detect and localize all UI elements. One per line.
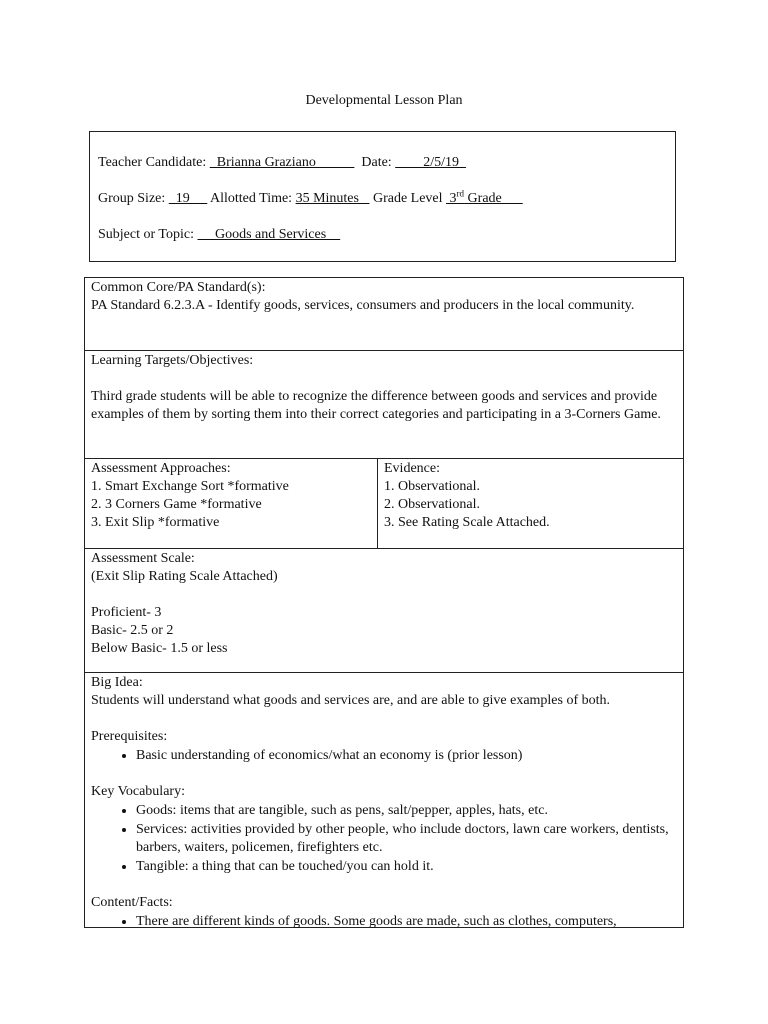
evidence-item: 2. Observational.	[384, 497, 481, 512]
teacher-value: Brianna Graziano	[209, 155, 355, 170]
vocabulary-heading: Key Vocabulary:	[91, 784, 185, 799]
big-idea-text: Students will understand what goods and services are, and are able to give examples of both.	[91, 693, 611, 708]
content-facts-heading: Content/Facts:	[91, 895, 173, 910]
approaches-heading: Assessment Approaches:	[91, 461, 231, 476]
scale-heading: Assessment Scale:	[91, 551, 195, 566]
approach-item: 2. 3 Corners Game *formative	[91, 497, 262, 512]
big-idea-heading: Big Idea:	[91, 675, 143, 690]
list-item: • Services: activities provided by other people, who include doctors, lawn care workers, dentists, barbers, waiters, policemen, firefighters etc.	[136, 820, 677, 857]
date-value: 2/5/19	[395, 155, 466, 170]
subject-value: Goods and Services	[197, 227, 341, 242]
assessment-evidence	[378, 459, 683, 548]
assessment-section	[85, 459, 683, 549]
standards-heading: Common Core/PA Standard(s):	[91, 280, 266, 295]
prerequisites-list	[91, 746, 677, 765]
lesson-header-box	[89, 131, 676, 262]
evidence-item: 3. See Rating Scale Attached.	[384, 515, 550, 530]
assessment-approaches	[85, 459, 378, 548]
vocabulary-list	[91, 801, 677, 876]
list-item: • Goods: items that are tangible, such as pens, salt/pepper, apples, hats, etc.	[136, 801, 677, 820]
allotted-time-label: Allotted Time:	[210, 191, 293, 206]
list-item: • Basic understanding of economics/what an economy is (prior lesson)	[136, 746, 677, 765]
approach-item: 3. Exit Slip *formative	[91, 515, 220, 530]
scale-level: Basic- 2.5 or 2	[91, 623, 174, 638]
approach-item: 1. Smart Exchange Sort *formative	[91, 479, 289, 494]
list-item: • Tangible: a thing that can be touched/you can hold it.	[136, 857, 677, 876]
teacher-label: Teacher Candidate:	[98, 155, 207, 170]
objectives-heading: Learning Targets/Objectives:	[91, 353, 254, 368]
grade-level-label: Grade Level	[372, 191, 443, 206]
scale-level: Proficient- 3	[91, 605, 162, 620]
header-row-group	[98, 188, 523, 207]
subject-label: Subject or Topic:	[98, 227, 194, 242]
date-label: Date:	[361, 155, 392, 170]
allotted-time-value: 35 Minutes	[295, 191, 370, 206]
objectives-text: Third grade students will be able to recognize the difference between goods and services and provide examples of them by sorting them into their correct categories and participating in a 3-Corners Game.	[91, 389, 661, 422]
list-item: • There are different kinds of goods. Some goods are made, such as clothes, computers,	[136, 912, 677, 931]
grade-suffix: rd	[456, 188, 465, 199]
grade-word: Grade	[464, 191, 523, 206]
group-size-label: Group Size:	[98, 191, 166, 206]
grade-number: 3	[446, 191, 457, 206]
document-title: Developmental Lesson Plan	[305, 93, 463, 108]
evidence-item: 1. Observational.	[384, 479, 481, 494]
scale-level: Below Basic- 1.5 or less	[91, 641, 228, 656]
scale-note: (Exit Slip Rating Scale Attached)	[91, 569, 278, 584]
objectives-section	[85, 351, 683, 459]
standards-section	[85, 278, 683, 351]
content-facts-list	[91, 912, 677, 931]
prerequisites-heading: Prerequisites:	[91, 729, 168, 744]
standards-text: PA Standard 6.2.3.A - Identify goods, services, consumers and producers in the local community.	[91, 298, 635, 313]
assessment-scale-section	[85, 549, 683, 673]
evidence-heading: Evidence:	[384, 461, 440, 476]
header-row-teacher	[98, 155, 466, 171]
grade-level-value	[446, 188, 523, 206]
big-idea-section	[85, 673, 683, 931]
group-size-value: 19	[168, 191, 208, 206]
header-row-subject	[98, 227, 340, 243]
lesson-plan-table	[84, 277, 684, 928]
